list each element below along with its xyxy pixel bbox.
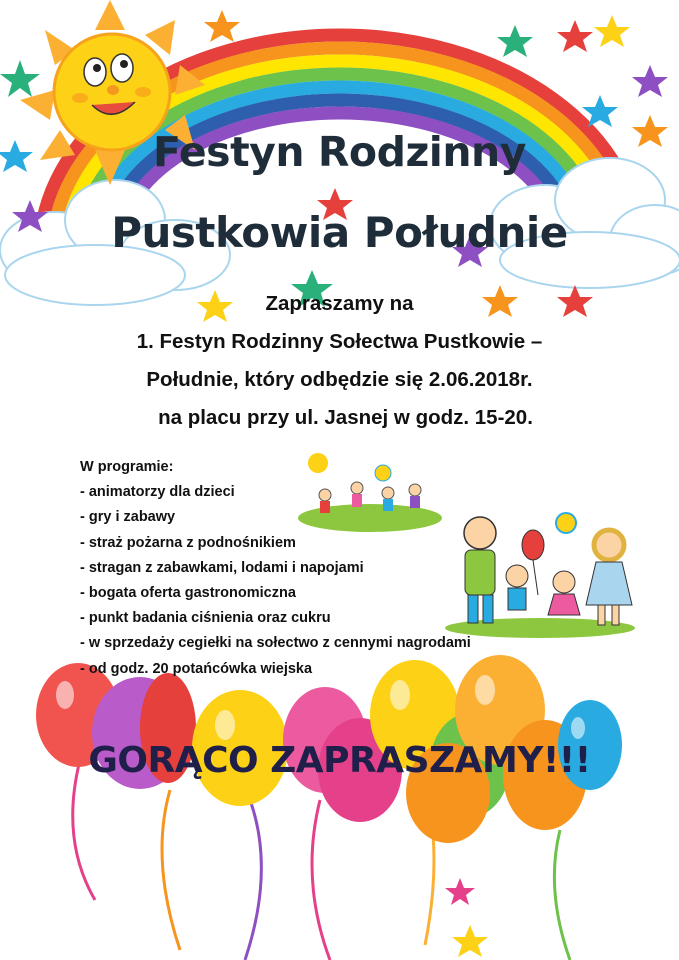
program-item: - od godz. 20 potańcówka wiejska xyxy=(80,660,313,677)
program-heading: W programie: xyxy=(80,459,174,475)
program-item: - bogata oferta gastronomiczna xyxy=(80,585,296,602)
invitation-line-3: Południe, który odbędzie się 2.06.2018r. xyxy=(146,368,533,391)
program-item: - straż pożarna z podnośnikiem xyxy=(80,534,296,551)
program-item: - animatorzy dla dzieci xyxy=(80,484,235,501)
title-line-1: Festyn Rodzinny xyxy=(153,128,526,176)
balloon-icon xyxy=(36,655,622,960)
program-item: - stragan z zabawkami, lodami i napojami xyxy=(80,559,364,576)
program-list xyxy=(80,455,550,682)
title-line-2: Pustkowia Południe xyxy=(111,208,568,257)
invitation-line-1: Zapraszamy na xyxy=(265,292,414,315)
program-item: - w sprzedaży cegiełki na sołectwo z cennymi nagrodami xyxy=(80,635,471,652)
program-item: - gry i zabawy xyxy=(80,509,176,526)
invitation-line-2: 1. Festyn Rodzinny Sołectwa Pustkowie – xyxy=(136,330,543,353)
program-item: - punkt badania ciśnienia oraz cukru xyxy=(80,610,331,627)
invitation-line-4: na placu przy ul. Jasnej w godz. 15-20. xyxy=(158,406,533,429)
footer-invitation: GORĄCO ZAPRASZAMY!!! xyxy=(88,740,591,781)
